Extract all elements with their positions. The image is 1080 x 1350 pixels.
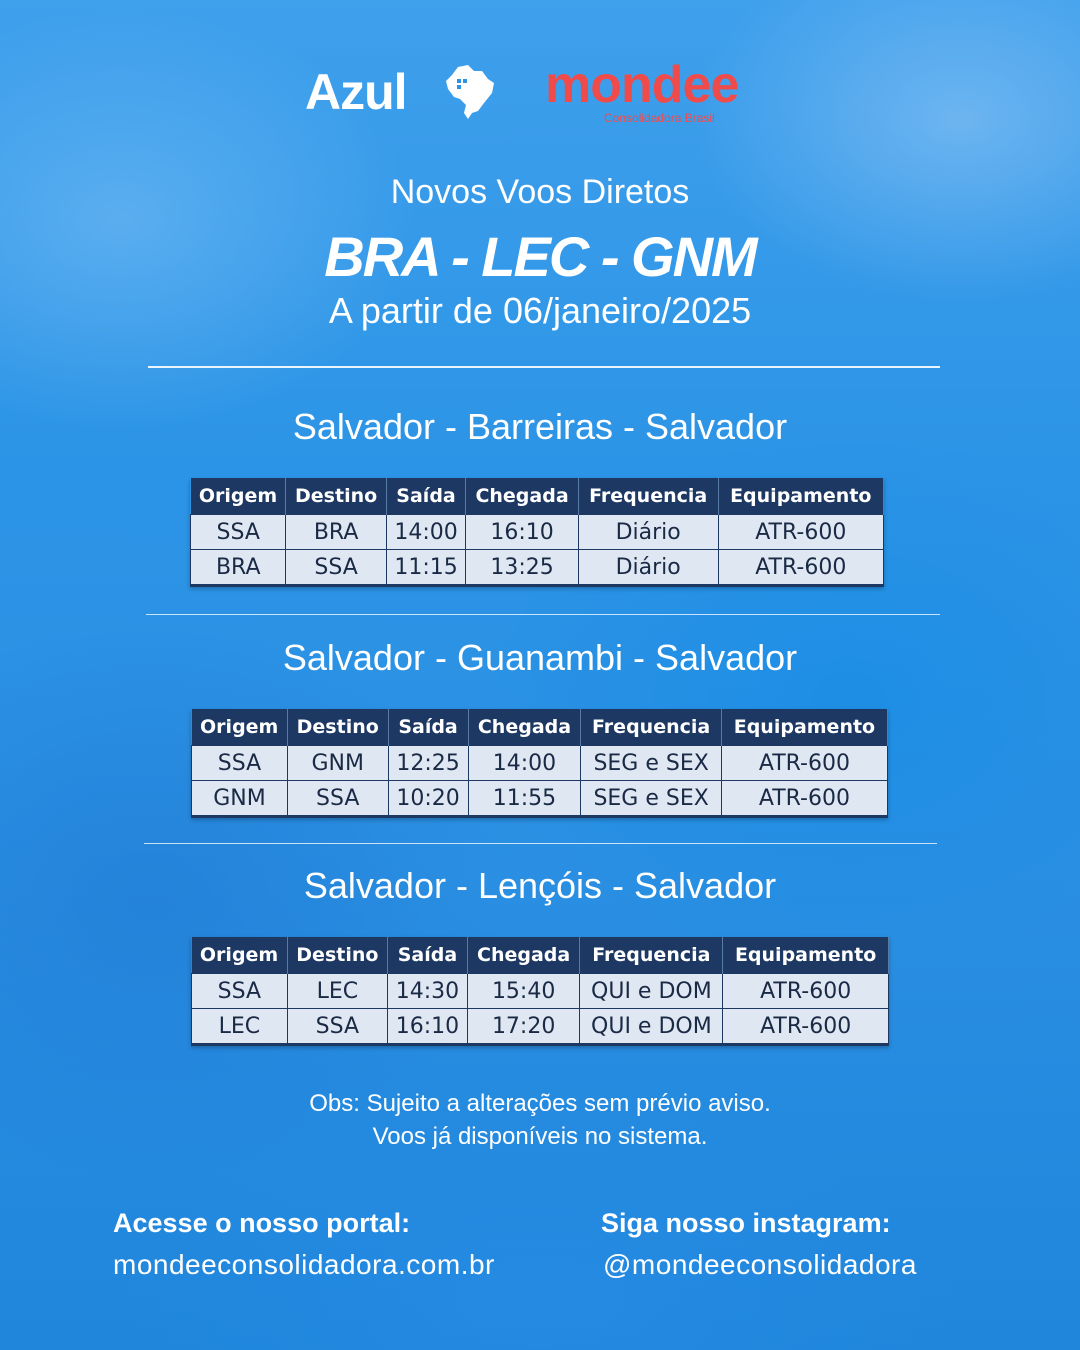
table-cell: QUI e DOM xyxy=(580,1009,723,1045)
table-cell: ATR-600 xyxy=(718,515,883,550)
table-cell: 16:10 xyxy=(466,515,578,550)
portal-heading: Acesse o nosso portal: xyxy=(113,1208,411,1238)
portal-link[interactable]: mondeeconsolidadora.com.br xyxy=(113,1249,495,1280)
flight-table-barreiras xyxy=(190,478,884,587)
table-cell: ATR-600 xyxy=(723,974,889,1009)
table-header-row xyxy=(192,709,888,746)
instagram-link[interactable]: @mondeeconsolidadora xyxy=(603,1249,917,1280)
table-cell: SSA xyxy=(191,515,286,550)
table-header-row xyxy=(192,937,889,974)
page-title: BRA - LEC - GNM xyxy=(324,225,756,288)
table-cell: ATR-600 xyxy=(718,550,883,586)
start-date: A partir de 06/janeiro/2025 xyxy=(328,290,752,331)
disclaimer-line: Obs: Sujeito a alterações sem prévio aviso. xyxy=(309,1090,771,1117)
table-cell: QUI e DOM xyxy=(580,974,723,1009)
table-row xyxy=(192,974,889,1009)
instagram-heading: Siga nosso instagram: xyxy=(601,1208,891,1238)
divider xyxy=(148,366,940,368)
table-cell: BRA xyxy=(191,550,286,586)
table-cell: SSA xyxy=(192,974,288,1009)
column-header: Chegada xyxy=(468,709,581,746)
table-cell: SSA xyxy=(287,1009,387,1045)
table-cell: 15:40 xyxy=(467,974,580,1009)
table-cell: BRA xyxy=(286,515,386,550)
table-cell: GNM xyxy=(287,746,388,781)
column-header: Equipamento xyxy=(721,709,887,746)
table-cell: 14:30 xyxy=(388,974,468,1009)
table-cell: SSA xyxy=(287,781,388,817)
column-header: Saída xyxy=(388,709,468,746)
column-header: Saída xyxy=(388,937,468,974)
route-title-guanambi: Salvador - Guanambi - Salvador xyxy=(282,637,798,678)
column-header: Frequencia xyxy=(580,937,723,974)
column-header: Frequencia xyxy=(581,709,721,746)
table-cell: 14:00 xyxy=(468,746,581,781)
table-cell: SEG e SEX xyxy=(581,781,721,817)
table-cell: 11:15 xyxy=(386,550,466,586)
table-cell: 12:25 xyxy=(388,746,468,781)
table-cell: GNM xyxy=(192,781,288,817)
table-cell: SSA xyxy=(192,746,288,781)
table-cell: ATR-600 xyxy=(721,781,887,817)
table-cell: Diário xyxy=(578,515,718,550)
disclaimer-line: Voos já disponíveis no sistema. xyxy=(372,1123,708,1150)
table-cell: 14:00 xyxy=(386,515,466,550)
column-header: Chegada xyxy=(466,478,578,515)
column-header: Origem xyxy=(191,478,286,515)
table-cell: ATR-600 xyxy=(721,746,887,781)
table-header-row xyxy=(191,478,884,515)
table-cell: ATR-600 xyxy=(723,1009,889,1045)
flight-table-guanambi xyxy=(191,709,888,818)
azul-logo: Azul xyxy=(305,64,407,120)
flight-table-lencois xyxy=(191,937,889,1046)
column-header: Chegada xyxy=(467,937,580,974)
mondee-logo-subtitle: Consolidadora Brasil xyxy=(604,111,715,125)
table-cell: 13:25 xyxy=(466,550,578,586)
column-header: Equipamento xyxy=(723,937,889,974)
route-title-barreiras: Salvador - Barreiras - Salvador xyxy=(292,406,788,447)
column-header: Saída xyxy=(386,478,466,515)
mondee-logo: mondee xyxy=(545,56,739,114)
table-cell: LEC xyxy=(192,1009,288,1045)
table-cell: SEG e SEX xyxy=(581,746,721,781)
table-cell: Diário xyxy=(578,550,718,586)
brazil-map-icon xyxy=(444,63,496,119)
table-cell: 10:20 xyxy=(388,781,468,817)
table-cell: SSA xyxy=(286,550,386,586)
column-header: Destino xyxy=(286,478,386,515)
table-cell: 17:20 xyxy=(467,1009,580,1045)
page-subtitle: Novos Voos Diretos xyxy=(390,173,690,211)
column-header: Origem xyxy=(192,937,288,974)
table-cell: LEC xyxy=(287,974,387,1009)
disclaimer xyxy=(0,1087,1080,1153)
column-header: Origem xyxy=(192,709,288,746)
divider xyxy=(144,843,937,844)
column-header: Equipamento xyxy=(718,478,883,515)
route-title-lencois: Salvador - Lençóis - Salvador xyxy=(303,865,777,906)
table-row xyxy=(192,781,888,817)
table-row xyxy=(191,550,884,586)
column-header: Frequencia xyxy=(578,478,718,515)
column-header: Destino xyxy=(287,709,388,746)
divider xyxy=(146,614,940,615)
column-header: Destino xyxy=(287,937,387,974)
table-row xyxy=(192,746,888,781)
table-cell: 16:10 xyxy=(388,1009,468,1045)
table-row xyxy=(191,515,884,550)
logo-bar xyxy=(0,55,1080,135)
table-cell: 11:55 xyxy=(468,781,581,817)
table-row xyxy=(192,1009,889,1045)
